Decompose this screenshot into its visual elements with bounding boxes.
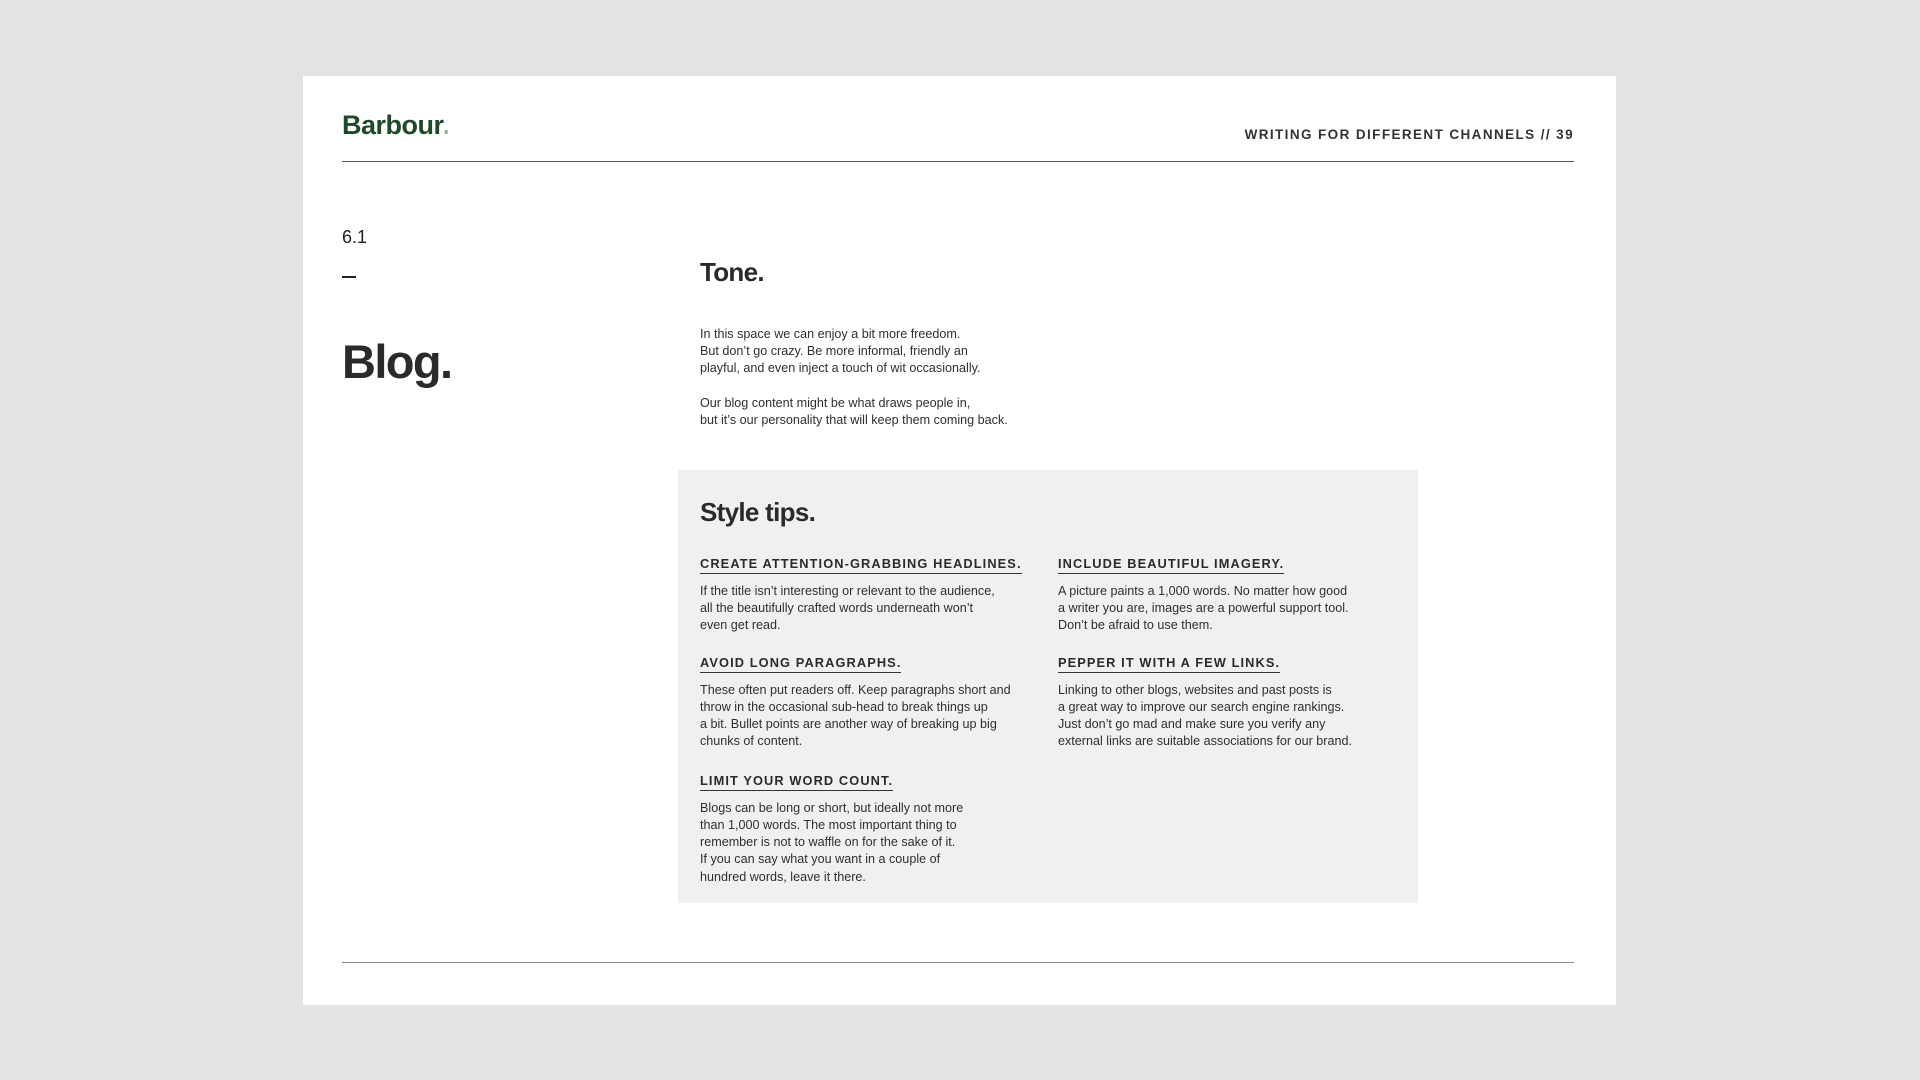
style-tips-panel: [678, 470, 1418, 903]
tip-heading: INCLUDE BEAUTIFUL IMAGERY.: [1058, 558, 1284, 574]
style-tips-heading: Style tips.: [700, 497, 816, 527]
tip-body: Blogs can be long or short, but ideally not more than 1,000 words. The most important thing to remember is not to waffle on for the sake of it. If you can say what you want in a couple of hundred words, leave it there.: [700, 800, 964, 884]
tip-body: A picture paints a 1,000 words. No matter how good a writer you are, images are a powerful support tool. Don’t be afraid to use them.: [1058, 583, 1349, 633]
section-number: 6.1: [342, 227, 368, 247]
section-dash: [342, 276, 356, 278]
tip-headlines: [700, 555, 1040, 634]
tip-heading: AVOID LONG PARAGRAPHS.: [700, 657, 901, 673]
tip-paragraphs: [700, 654, 1040, 751]
tip-heading: CREATE ATTENTION-GRABBING HEADLINES.: [700, 558, 1022, 574]
section-title: Blog.: [342, 335, 452, 388]
tone-paragraph-1: In this space we can enjoy a bit more freedom. But don’t go crazy. Be more informal, friendly an playful, and even inject a touch of wit occasionally.: [700, 327, 981, 376]
tone-heading: Tone.: [700, 257, 764, 287]
logo-text: Barbour: [342, 110, 444, 140]
tip-links: [1058, 654, 1398, 751]
tip-body: These often put readers off. Keep paragraphs short and throw in the occasional sub-head to break things up a bit. Bullet points are another way of breaking up big chunks of content.: [700, 682, 1011, 749]
header-divider: [342, 161, 1574, 162]
footer-divider: [342, 962, 1574, 963]
tone-paragraph-2: Our blog content might be what draws people in, but it’s our personality that will keep them coming back.: [700, 396, 1008, 428]
tip-heading: PEPPER IT WITH A FEW LINKS.: [1058, 657, 1280, 673]
page-header-title: WRITING FOR DIFFERENT CHANNELS // 39: [1244, 127, 1574, 142]
tip-imagery: [1058, 555, 1398, 634]
document-page: [303, 76, 1616, 1005]
barbour-logo: [342, 112, 448, 139]
tip-body: Linking to other blogs, websites and past posts is a great way to improve our search engine rankings. Just don’t go mad and make sure you verify any external links are suitable associations for our brand.: [1058, 682, 1353, 749]
tip-heading: LIMIT YOUR WORD COUNT.: [700, 775, 893, 791]
tip-word-count: [700, 772, 1040, 886]
tip-body: If the title isn’t interesting or relevant to the audience, all the beautifully crafted words underneath won’t even get read.: [700, 583, 995, 633]
logo-registered-mark: ®: [444, 130, 448, 136]
